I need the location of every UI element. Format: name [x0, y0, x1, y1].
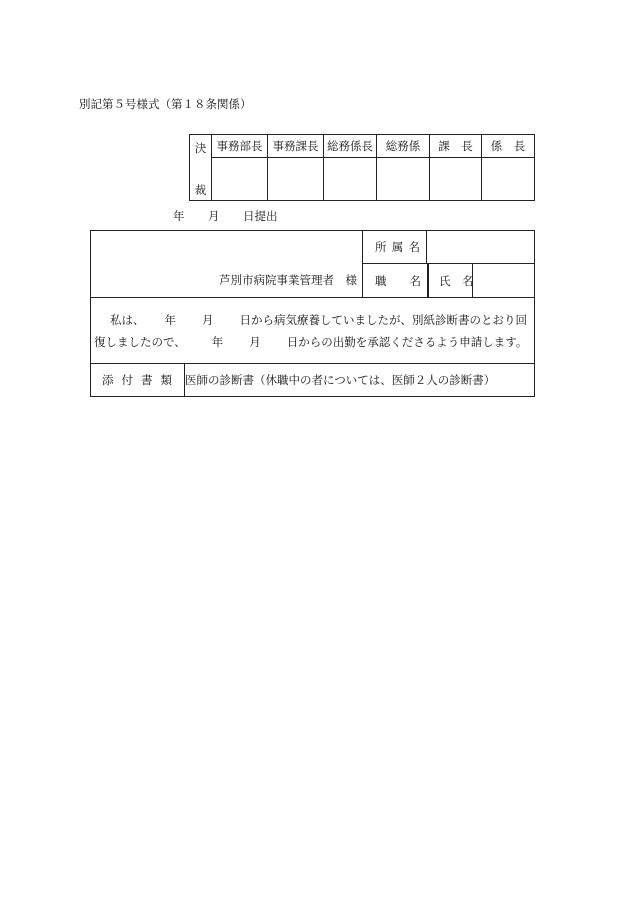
approval-header-kakaricho: 係 長 — [482, 135, 535, 158]
approval-stamp-cell-jimubucho[interactable] — [212, 158, 268, 201]
application-table — [90, 230, 535, 397]
body-year-label-2: 年 — [211, 334, 224, 349]
attachment-label: 添 付 書 類 — [102, 372, 172, 387]
position-label: 職 名 — [375, 273, 421, 288]
addressee: 芦別市病院事業管理者 様 — [91, 231, 363, 298]
affiliation-label-cell — [363, 231, 427, 264]
approval-stamp-cell-somukakari[interactable] — [377, 158, 430, 201]
approval-header-jimukacho: 事務課長 — [268, 135, 324, 158]
position-label-cell — [363, 264, 427, 297]
date-year-label: 年 — [173, 209, 185, 223]
attachment-label-cell — [91, 363, 185, 396]
approval-header-somukakaricho: 総務係長 — [324, 135, 377, 158]
approval-side-label — [190, 135, 212, 201]
date-day-label: 日提出 — [243, 209, 278, 223]
name-label-cell — [428, 264, 481, 297]
name-field[interactable] — [473, 264, 535, 298]
approval-header-jimubucho: 事務部長 — [212, 135, 268, 158]
approval-stamp-cell-somukakaricho[interactable] — [324, 158, 377, 201]
affiliation-label: 所 属 名 — [375, 240, 420, 255]
attachment-value: 医師の診断書（休職中の者については、医師２人の診断書） — [185, 363, 535, 396]
body-month-label-2: 月 — [249, 334, 261, 349]
name-label: 氏 名 — [439, 273, 474, 288]
body-month-label: 月 — [202, 312, 214, 327]
application-body — [91, 298, 535, 363]
approval-stamp-cell-kakaricho[interactable] — [482, 158, 535, 201]
approval-side-label-bottom: 裁 — [194, 183, 207, 197]
affiliation-field[interactable] — [427, 231, 535, 264]
form-title: 別記第５号様式（第１８条関係） — [79, 97, 252, 111]
approval-stamp-cell-kacho[interactable] — [430, 158, 482, 201]
approval-side-label-top: 決 — [194, 141, 207, 155]
submission-date-line — [0, 208, 630, 224]
position-name-row — [363, 264, 473, 298]
body-line-1: 私は、 年 月 日から病気療養していましたが、別紙診断書のとおり回 — [110, 312, 527, 327]
approval-header-kacho: 課 長 — [430, 135, 482, 158]
body-year-label: 年 — [164, 312, 176, 327]
approval-stamp-table — [189, 134, 535, 201]
body-line-2: 復しましたので、 年 月 日からの出勤を承認くださるよう申請します。 — [94, 334, 528, 349]
approval-stamp-cell-jimukacho[interactable] — [268, 158, 324, 201]
approval-header-somukakari: 総務係 — [377, 135, 430, 158]
date-month-label: 月 — [208, 209, 220, 223]
